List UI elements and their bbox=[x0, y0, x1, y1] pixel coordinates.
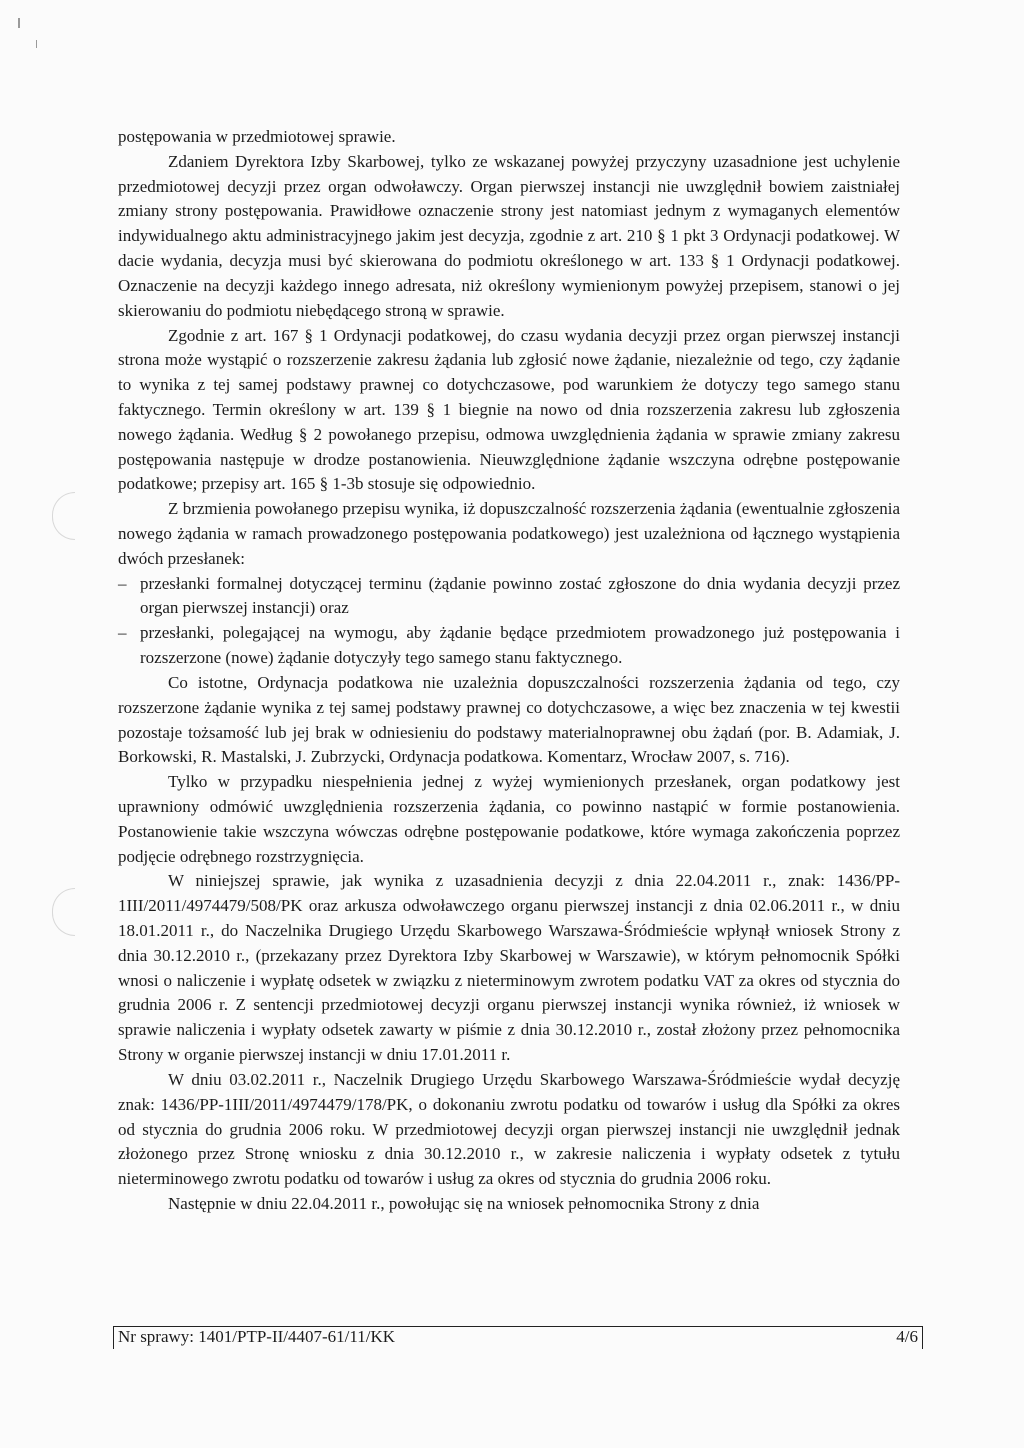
paragraph: W dniu 03.02.2011 r., Naczelnik Drugiego Urzędu Skarbowego Warszawa-Śródmieście wydał decyzję znak: 1436/PP-1III/2011/4974479/178/PK, o dokonaniu zwrotu podatku od towarów i usług dla Spółki za okres od stycznia do grudnia 2006 roku. W przedmiotowej decyzji organ pierwszej instancji nie uwzględnił jednak złożonego przez Stronę wniosku z dnia 30.12.2010 r., w zakresie naliczenia i wypłaty odsetek z tytułu nieterminowego zwrotu podatku od towarów i usług za okres od stycznia do grudnia 2006 roku. bbox=[118, 1069, 900, 1189]
paragraph: Co istotne, Ordynacja podatkowa nie uzależnia dopuszczalności rozszerzenia żądania od tego, czy rozszerzone żądanie wynika z tej samej podstawy prawnej co dotychczasowe, a więc bez znaczenia w tej kwestii pozostaje tożsamość lub jej brak w odniesieniu do podstawy materialnoprawnej obu żądań (por. B. Adamiak, J. Borkowski, R. Mastalski, J. Zubrzycki, Ordynacja podatkowa. Komentarz, Wrocław 2007, s. 716). bbox=[118, 672, 900, 767]
list-dash: – bbox=[118, 573, 127, 593]
paragraph: Następnie w dniu 22.04.2011 r., powołując się na wniosek pełnomocnika Strony z dnia bbox=[168, 1193, 760, 1213]
page-footer bbox=[113, 1326, 923, 1349]
list-dash: – bbox=[118, 623, 127, 643]
list-item bbox=[118, 572, 900, 622]
case-number: Nr sprawy: 1401/PTP-II/4407-61/11/KK bbox=[118, 1327, 396, 1346]
list-item-text: przesłanki formalnej dotyczącej terminu (żądanie powinno zostać zgłoszone do dnia wydania decyzji przez organ pierwszej instancji) oraz bbox=[140, 573, 900, 618]
paragraph: W niniejszej sprawie, jak wynika z uzasadnienia decyzji z dnia 22.04.2011 r., znak: 1436/PP-1III/2011/4974479/508/PK oraz arkusza odwoławczego organu pierwszej instancji z dnia 02.06.2011 r., w dniu 18.01.2011 r., do Naczelnika Drugiego Urzędu Skarbowego Warszawa-Śródmieście wpłynął wniosek Strony z dnia 30.12.2010 r., (przekazany przez Dyrektora Izby Skarbowej w Warszawie), w którym pełnomocnik Spółki wnosi o naliczenie i wypłatę odsetek w związku z nieterminowym zwrotem podatku VAT za okres od stycznia do grudnia 2006 r. Z sentencji przedmiotowej decyzji organu pierwszej instancji wynika również, iż wniosek w sprawie naliczenia i wypłaty odsetek zawarty w piśmie z dnia 30.12.2010 r., został złożony przez pełnomocnika Strony w organie pierwszej instancji w dniu 17.01.2011 r. bbox=[118, 871, 900, 1065]
list-item bbox=[118, 621, 900, 671]
paragraph: Zgodnie z art. 167 § 1 Ordynacji podatkowej, do czasu wydania decyzji przez organ pierwszej instancji strona może wystąpić o rozszerzenie zakresu żądania lub zgłosić nowe żądanie, niezależnie od tego, czy żądanie to wynika z tej samej podstawy prawnej co dotychczasowe, pod warunkiem że dotyczy tego samego stanu faktycznego. Termin określony w art. 139 § 1 biegnie na nowo od dnia rozszerzenia zakresu lub zgłoszenia nowego żądania. Według § 2 powołanego przepisu, odmowa uwzględnienia żądania w sprawie zmiany zakresu postępowania następuje w drodze postanowienia. Nieuwzględnione żądanie wszczyna odrębne postępowanie podatkowe; przepisy art. 165 § 1-3b stosuje się odpowiednio. bbox=[118, 325, 900, 494]
list-item-text: przesłanki, polegającej na wymogu, aby żądanie będące przedmiotem prowadzonego już postępowania i rozszerzone (nowe) żądanie dotyczyły tego samego stanu faktycznego. bbox=[140, 623, 900, 668]
paragraph: Z brzmienia powołanego przepisu wynika, iż dopuszczalność rozszerzenia żądania (ewentualnie zgłoszenia nowego żądania w ramach prowadzonego postępowania podatkowego) jest uzależniona od łącznego wystąpienia dwóch przesłanek: bbox=[118, 499, 900, 568]
punch-hole bbox=[52, 888, 75, 936]
scan-mark bbox=[36, 40, 37, 48]
document-body bbox=[118, 125, 900, 1217]
paragraph: postępowania w przedmiotowej sprawie. bbox=[118, 127, 396, 146]
page-number: 4/6 bbox=[896, 1327, 918, 1346]
paragraph: Zdaniem Dyrektora Izby Skarbowej, tylko ze wskazanej powyżej przyczyny uzasadnione jest uchylenie przedmiotowej decyzji przez organ odwoławczy. Organ pierwszej instancji nie uwzględnił bowiem zaistniałej zmiany strony postępowania. Prawidłowe oznaczenie strony jest natomiast jednym z wymaganych elementów indywidualnego aktu administracyjnego jakim jest decyzja, zgodnie z art. 210 § 1 pkt 3 Ordynacji podatkowej. W dacie wydania, decyzja musi być skierowana do podmiotu określonego w art. 133 § 1 Ordynacji podatkowej. Oznaczenie na decyzji każdego innego adresata, niż określony wymienionym powyżej przepisem, stanowi o jej skierowaniu do podmiotu niebędącego stroną w sprawie. bbox=[118, 151, 900, 320]
paragraph: Tylko w przypadku niespełnienia jednej z wyżej wymienionych przesłanek, organ podatkowy jest uprawniony odmówić uwzględnienia rozszerzenia żądania, co powinno nastąpić w formie postanowienia. Postanowienie takie wszczyna wówczas odrębne postępowanie podatkowe, które wymaga zakończenia poprzez podjęcie odrębnego rozstrzygnięcia. bbox=[118, 772, 900, 866]
punch-hole bbox=[52, 492, 75, 540]
scan-mark bbox=[18, 18, 20, 28]
